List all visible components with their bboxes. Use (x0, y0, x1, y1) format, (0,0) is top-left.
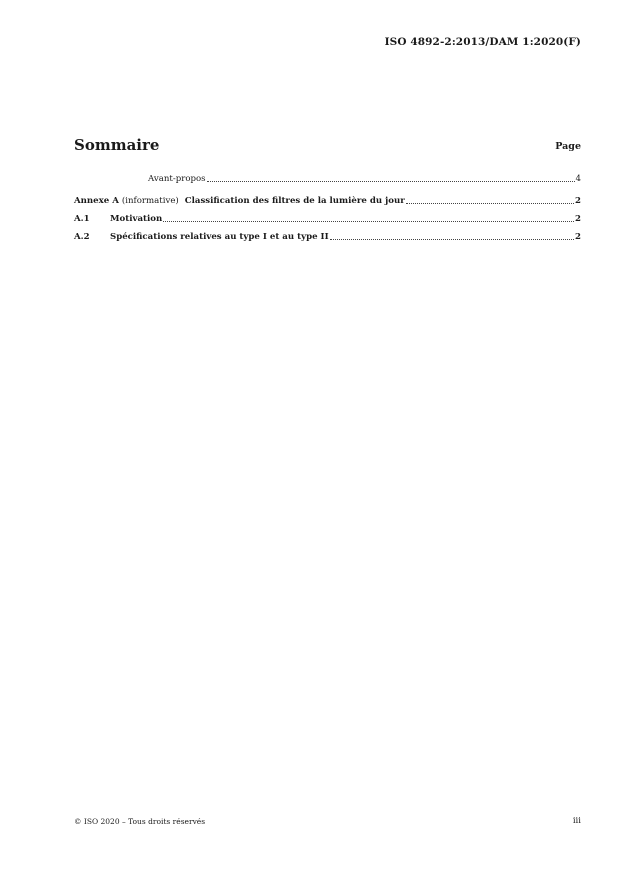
toc-entry-qualifier: (informative) (121, 196, 179, 206)
dot-leader (406, 202, 574, 204)
toc-entry-page: 2 (575, 214, 581, 224)
toc-entry-label: Motivation (110, 214, 163, 224)
toc-entry-number: A.2 (74, 232, 90, 242)
toc-entry-page: 4 (575, 174, 581, 184)
toc-title: Sommaire (74, 136, 160, 154)
page-number: iii (572, 816, 581, 826)
toc-entry-a2[interactable] (74, 231, 581, 243)
toc-entry-prefix: Annexe A (74, 196, 119, 206)
dot-leader (163, 220, 574, 222)
toc-page-column-label: Page (555, 141, 581, 152)
toc-entry-label: Spécifications relatives au type I et au type II (110, 232, 329, 242)
toc-entry-label: Classification des filtres de la lumière du jour (184, 196, 405, 206)
toc-entry-number: A.1 (74, 214, 90, 224)
toc-entry-a1[interactable] (74, 213, 581, 225)
toc-entry-annex-a[interactable] (74, 195, 581, 207)
dot-leader (330, 238, 574, 240)
toc-entry-foreword[interactable] (148, 173, 581, 185)
dot-leader (207, 180, 575, 182)
document-reference: ISO 4892-2:2013/DAM 1:2020(F) (384, 36, 581, 48)
copyright-notice: © ISO 2020 – Tous droits réservés (74, 817, 206, 826)
toc-entry-page: 2 (575, 232, 581, 242)
toc-entry-page: 2 (575, 196, 581, 206)
toc-entry-label: Avant-propos (148, 174, 206, 184)
